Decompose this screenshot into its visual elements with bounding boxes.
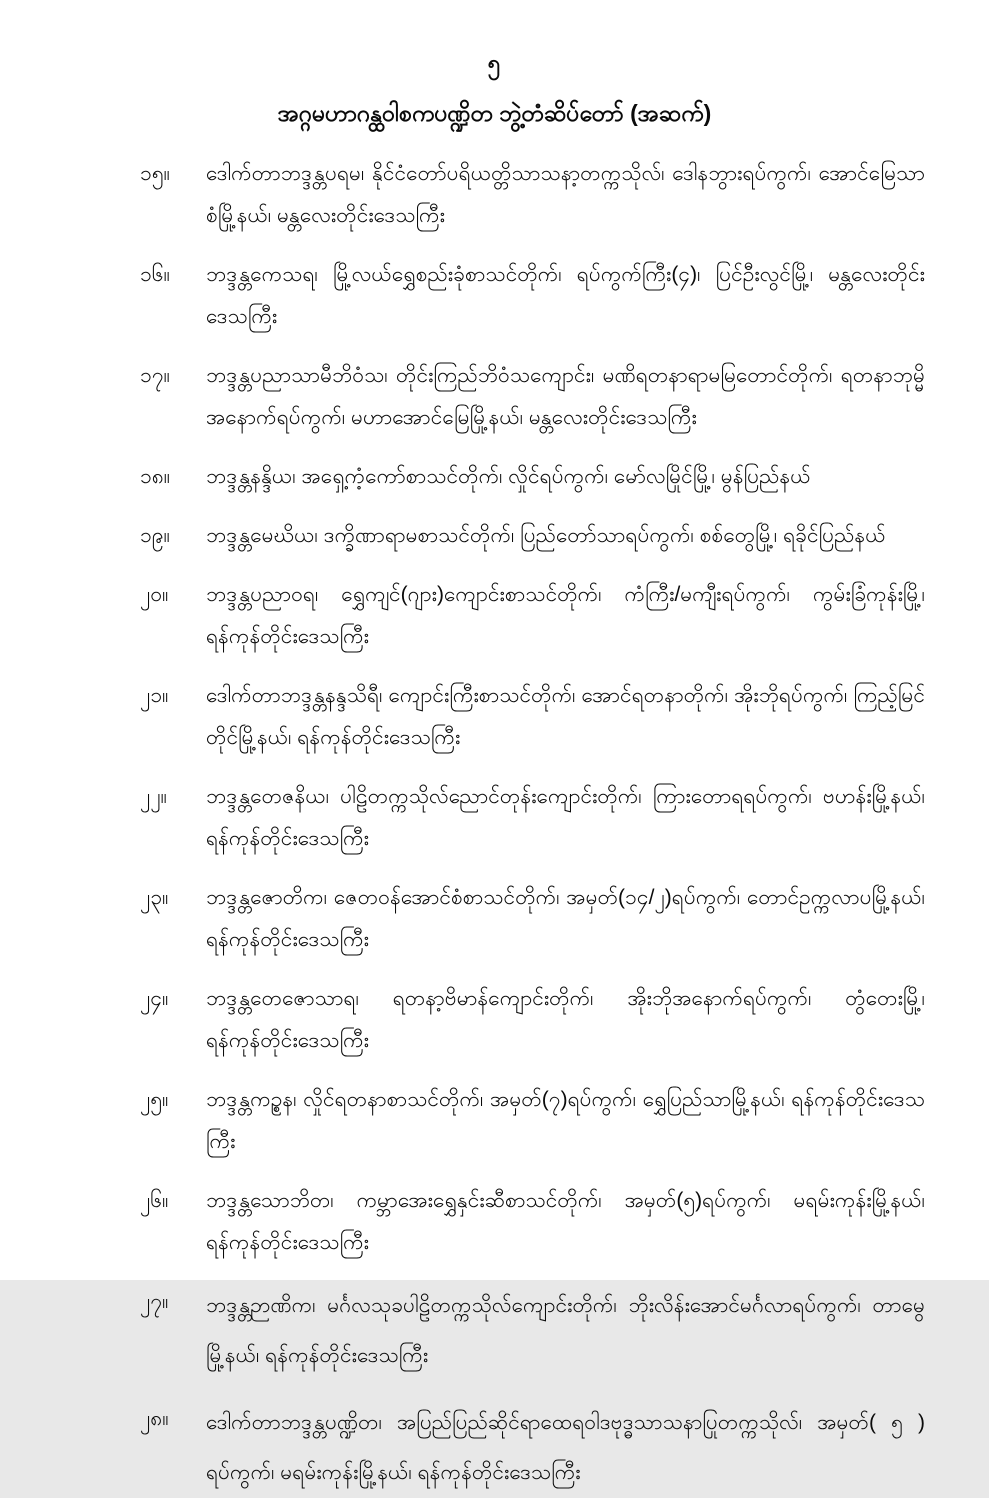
- list-item: [140, 1398, 925, 1498]
- item-number: ၂၇။: [140, 1290, 169, 1313]
- list-item: [140, 978, 925, 1062]
- item-text: ဘဒ္ဒန္တပညာသာမီဘိဝံသ၊ တိုင်းကြည်ဘိဝံသကျောင်း၊ မဏိရတနာရာမမြတောင်တိုက်၊ ရတနာဘုမ္မိအနောက်ရပ်ကွက်၊ မဟာအောင်မြေမြို့နယ်၊ မန္တလေးတိုင်းဒေသကြီး: [206, 364, 925, 429]
- item-text: ဘဒ္ဒန္တကေသရ၊ မြို့လယ်ရွှေစည်းခုံစာသင်တိုက်၊ ရပ်ကွက်ကြီး(၄)၊ ပြင်ဦးလွင်မြို့၊ မန္တလေးတိုင်းဒေသကြီး: [206, 263, 925, 328]
- list-item: [140, 515, 925, 557]
- list-item: [140, 254, 925, 338]
- item-text: ဘဒ္ဒန္တကဉ္စန၊ လှိုင်ရတနာစာသင်တိုက်၊ အမှတ်(၇)ရပ်ကွက်၊ ရွှေပြည်သာမြို့နယ်၊ ရန်ကုန်တိုင်းဒေသကြီး: [206, 1088, 925, 1153]
- item-text: ဘဒ္ဒန္တသောဘိတ၊ ကမ္ဘာအေးရွှေနှင်းဆီစာသင်တိုက်၊ အမှတ်(၅)ရပ်ကွက်၊ မရမ်းကုန်းမြို့နယ်၊ ရန်ကုန်တိုင်းဒေသကြီး: [206, 1189, 925, 1254]
- item-text: ဘဒ္ဒန္တနန္ဒိယ၊ အရှေ့ကံ့ကော်စာသင်တိုက်၊ လှိုင်ရပ်ကွက်၊ မော်လမြိုင်မြို့၊ မွန်ပြည်နယ်: [206, 465, 811, 488]
- item-number: ၁၅။: [140, 162, 170, 185]
- list-item: [140, 1079, 925, 1163]
- item-number: ၂၃။: [140, 886, 169, 909]
- item-text: ဒေါက်တာဘဒ္ဒန္တနန္ဒသိရီ၊ ကျောင်းကြီးစာသင်တိုက်၊ အောင်ရတနာတိုက်၊ အိုးဘိုရပ်ကွက်၊ ကြည့်မြင်တိုင်မြို့နယ်၊ ရန်ကုန်တိုင်းဒေသကြီး: [206, 684, 925, 749]
- item-number: ၁၉။: [140, 524, 170, 547]
- list-item: [140, 355, 925, 439]
- item-number: ၂၂။: [140, 785, 167, 808]
- list-item: [140, 675, 925, 759]
- item-number: ၁၇။: [140, 364, 170, 387]
- item-number: ၁၈။: [140, 465, 171, 488]
- item-text: ဘဒ္ဒန္တပညာဝရ၊ ရွှေကျင်(ဂျား)ကျောင်းစာသင်တိုက်၊ ကံကြီး/မကျီးရပ်ကွက်၊ ကွမ်းခြံကုန်းမြို့၊ ရန်ကုန်တိုင်းဒေသကြီး: [206, 583, 925, 648]
- document-heading: အဂ္ဂမဟာဂန္ထဝါစကပဏ္ဍိတ ဘွဲ့တံဆိပ်တော် (အဆက်): [277, 100, 712, 126]
- recipient-list: [0, 147, 989, 1498]
- item-text: ဒေါက်တာဘဒ္ဒန္တပရမ၊ နိုင်ငံတော်ပရိယတ္တိသာသနာ့တက္ကသိုလ်၊ ဒေါနဘွားရပ်ကွက်၊ အောင်မြေသာစံမြို့နယ်၊ မန္တလေးတိုင်းဒေသကြီး: [206, 162, 925, 227]
- list-item: [140, 574, 925, 658]
- item-text: ဘဒ္ဒန္တဉာဏိက၊ မင်္ဂလသုခပါဠိတက္ကသိုလ်ကျောင်းတိုက်၊ ဘိုးလိန်းအောင်မင်္ဂလာရပ်ကွက်၊ တာမွေမြို့နယ်၊ ရန်ကုန်တိုင်းဒေသကြီး: [206, 1294, 925, 1367]
- item-number: ၂၆။: [140, 1189, 169, 1212]
- list-item: [140, 153, 925, 237]
- item-number: ၂၈။: [140, 1407, 169, 1430]
- item-number: ၂၅။: [140, 1088, 169, 1111]
- list-item: [140, 1180, 925, 1264]
- item-text: ဘဒ္ဒန္တတေဇနိယ၊ ပါဠိတက္ကသိုလ်ညောင်တုန်းကျောင်းတိုက်၊ ကြားတောရရပ်ကွက်၊ ဗဟန်းမြို့နယ်၊ ရန်ကုန်တိုင်းဒေသကြီး: [206, 785, 925, 850]
- item-text: ဘဒ္ဒန္တတေဇောသာရ၊ ရတနာ့ဗိမာန်ကျောင်းတိုက်၊ အိုးဘိုအနောက်ရပ်ကွက်၊ တွံတေးမြို့၊ ရန်ကုန်တိုင်းဒေသကြီး: [206, 987, 925, 1052]
- item-number: ၂၁။: [140, 684, 169, 707]
- item-text: ဒေါက်တာဘဒ္ဒန္တပဏ္ဍိတ၊ အပြည်ပြည်ဆိုင်ရာထေရဝါဒဗုဒ္ဓသာသနာပြုတက္ကသိုလ်၊ အမှတ်( ၅ ) ရပ်ကွက်၊ မရမ်းကုန်းမြို့နယ်၊ ရန်ကုန်တိုင်းဒေသကြီး: [206, 1411, 925, 1484]
- item-number: ၂၀။: [140, 583, 169, 606]
- page-number: ၅: [487, 50, 502, 75]
- list-item: [140, 877, 925, 961]
- list-item: [140, 456, 925, 498]
- item-number: ၁၆။: [140, 263, 170, 286]
- list-item: [140, 776, 925, 860]
- item-number: ၂၄။: [140, 987, 169, 1010]
- item-text: ဘဒ္ဒန္တဇောတိက၊ ဇေတဝန်အောင်စံစာသင်တိုက်၊ အမှတ်(၁၄/၂)ရပ်ကွက်၊ တောင်ဥက္ကလာပမြို့နယ်၊ ရန်ကုန်တိုင်းဒေသကြီး: [206, 886, 925, 951]
- list-item: [140, 1281, 925, 1381]
- item-text: ဘဒ္ဒန္တမေဃိယ၊ ဒက္ခိဏာရာမစာသင်တိုက်၊ ပြည်တော်သာရပ်ကွက်၊ စစ်တွေမြို့၊ ရခိုင်ပြည်နယ်: [206, 524, 886, 547]
